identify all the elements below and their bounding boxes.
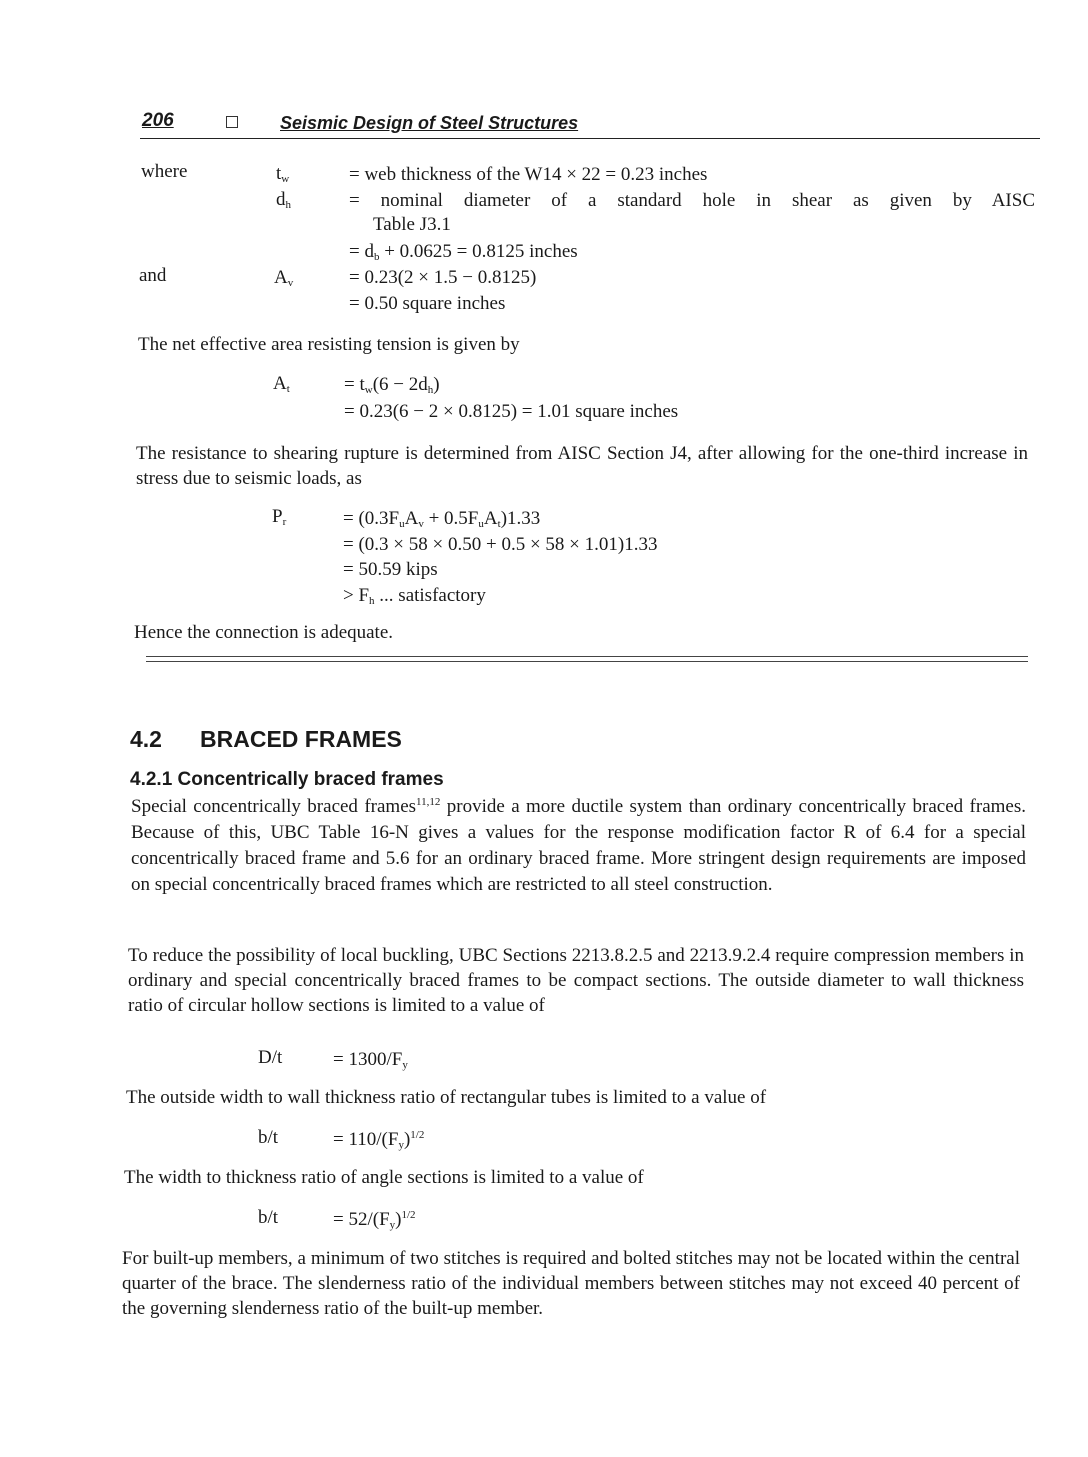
- dh-definition-line1: = nominal diameter of a standard hole in shear as given by AISC: [349, 190, 1035, 211]
- conclusion: Hence the connection is adequate.: [134, 622, 394, 643]
- tw-symbol: $t_w$: [276, 163, 290, 185]
- subsection-heading: 4.2.1 Concentrically braced frames: [130, 769, 444, 790]
- square-bullet-icon: [226, 116, 238, 128]
- pr-symbol: $P_r$: [272, 506, 287, 528]
- paragraph-1: Special concentrically braced frames$^{11,12}$ provide a more ductile system than ordinary concentrically braced frames. Because of this, UBC Table 16-N gives a values for the response modification factor R of 6.4 for a special concentrically braced frame and 5.6 for an ordinary braced frame. More stringent design requirements are imposed on special concentrically braced frames which are restricted to all steel construction.: [131, 796, 1027, 895]
- dh-definition-line3: = $d_b + 0.0625 = 0.8125$ inches: [349, 241, 578, 263]
- at-symbol: $A_t$: [273, 373, 290, 395]
- section-title: BRACED FRAMES: [200, 726, 402, 752]
- dt-equation-lhs: D/t: [258, 1047, 283, 1068]
- av-definition-line1: = 0.23(2 × 1.5 − 0.8125): [349, 267, 537, 288]
- av-definition-line2: = 0.50 square inches: [349, 293, 506, 314]
- at-equation-line1: = $t_w(6 - 2d_h)$: [344, 374, 440, 396]
- pr-equation-line3: = 50.59 kips: [343, 559, 438, 580]
- pr-equation-line4: > $F_h$ ... satisfactory: [343, 585, 486, 607]
- separator-rule-bottom: [146, 661, 1028, 662]
- running-header: [140, 108, 1040, 139]
- page-number: 206: [142, 110, 174, 131]
- rupture-intro: The resistance to shearing rupture is determined from AISC Section J4, after allowing for the one-third increase in stress due to seismic loads, as: [136, 443, 1028, 489]
- paragraph-2: To reduce the possibility of local buckling, UBC Sections 2213.8.2.5 and 2213.9.2.4 require compression members in ordinary and special concentrically braced frames to be compact sections. The outside diameter to wall thickness ratio of circular hollow sections is limited to a value of: [128, 945, 1024, 1016]
- av-symbol: $A_v$: [274, 267, 294, 289]
- paragraph-5: For built-up members, a minimum of two stitches is required and bolted stitches may not be located within the central quarter of the brace. The slenderness ratio of the individual members between stitches may not exceed 40 percent of the governing slenderness ratio of the built-up member.: [122, 1248, 1020, 1319]
- separator-rule-top: [146, 656, 1028, 657]
- paragraph-4: The width to thickness ratio of angle sections is limited to a value of: [124, 1167, 644, 1188]
- section-number: 4.2: [130, 726, 162, 752]
- paragraph-3: The outside width to wall thickness ratio of rectangular tubes is limited to a value of: [126, 1087, 767, 1108]
- tw-definition: = web thickness of the W14 × 22 = 0.23 inches: [349, 164, 708, 185]
- pr-equation-line1: = $(0.3F_uA_v + 0.5F_uA_t)1.33$: [343, 508, 541, 530]
- book-title: Seismic Design of Steel Structures: [280, 113, 579, 133]
- where-label: where: [141, 161, 188, 182]
- dt-equation-rhs: = $1300/F_y$: [333, 1049, 408, 1071]
- bt-angle-equation-rhs: = $52/(F_y)^{1/2}$: [333, 1209, 416, 1231]
- bt-angle-equation-lhs: b/t: [258, 1207, 279, 1228]
- bt-tube-equation-lhs: b/t: [258, 1127, 279, 1148]
- net-area-intro: The net effective area resisting tension is given by: [138, 334, 520, 355]
- bt-tube-equation-rhs: = $110/(F_y)^{1/2}$: [333, 1129, 425, 1151]
- section-heading: [130, 724, 402, 754]
- dh-symbol: $d_h$: [276, 189, 291, 211]
- pr-equation-line2: = (0.3 × 58 × 0.50 + 0.5 × 58 × 1.01)1.33: [343, 534, 658, 555]
- dh-definition-line2: Table J3.1: [373, 214, 451, 235]
- at-equation-line2: = 0.23(6 − 2 × 0.8125) = 1.01 square inches: [344, 401, 679, 422]
- and-label: and: [139, 265, 167, 286]
